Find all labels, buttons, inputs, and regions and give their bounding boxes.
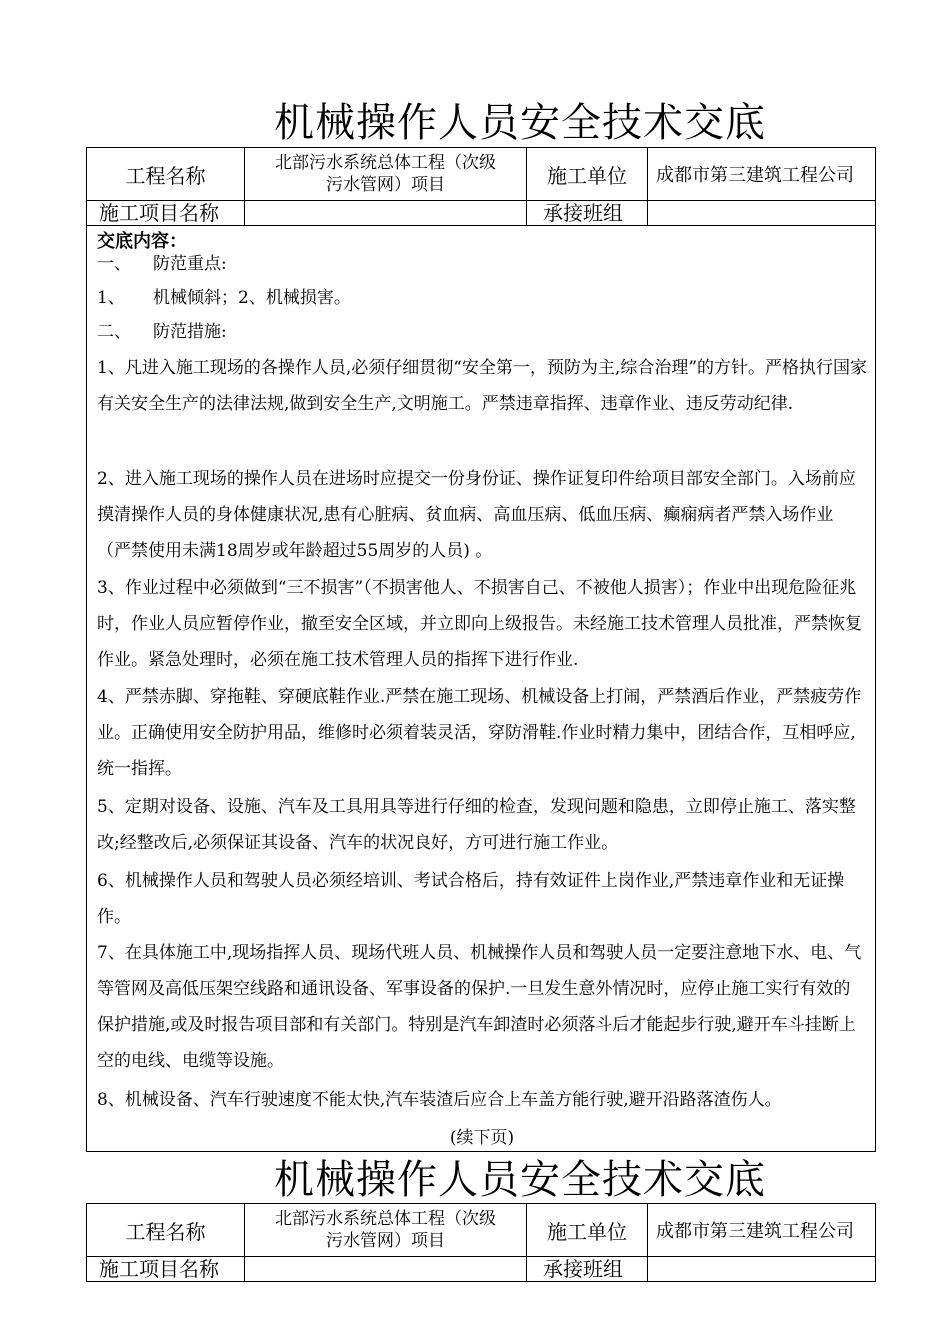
measure-item-4: 4、严禁赤脚、穿拖鞋、穿硬底鞋作业.严禁在施工现场、机械设备上打闹，严禁酒后作业，严禁疲劳作业。正确使用安全防护用品，维修时必须着装灵活，穿防滑鞋.作业时精力集中，团结合作，互相呼应,统一指挥。 [97, 687, 862, 779]
continued-note: (续下页) [449, 1128, 515, 1148]
section2-title: 防范措施: [153, 322, 227, 342]
unit-label: 施工单位 [527, 148, 648, 201]
item-value [245, 201, 527, 226]
section2-number: 二、 [97, 322, 131, 342]
unit-label: 施工单位 [527, 1204, 648, 1257]
project-name-value [245, 1204, 527, 1257]
section1-title: 防范重点: [153, 254, 227, 274]
team-value [648, 201, 876, 226]
team-value [648, 1257, 876, 1282]
content-box [86, 225, 876, 1152]
measure-item-3: 3、作业过程中必须做到“三不损害”（不损害他人、不损害自己、不被他人损害）；作业中出现危险征兆时，作业人员应暂停作业，撤至安全区域，并立即向上级报告。未经施工技术管理人员批准，严禁恢复作业。紧急处理时，必须在施工技术管理人员的指挥下进行作业. [97, 578, 862, 670]
measure-item-5: 5、定期对设备、设施、汽车及工具用具等进行仔细的检查，发现问题和隐患，立即停止施工、落实整改;经整改后,必须保证其设备、汽车的状况良好，方可进行施工作业。 [97, 797, 856, 853]
point1-text: 机械倾斜；2、机械损害。 [153, 288, 351, 308]
measure-item-8: 8、机械设备、汽车行驶速度不能太快,汽车装渣后应合上车盖方能行驶,避开沿路落渣伤人。 [97, 1090, 782, 1110]
measure-item-6: 6、机械操作人员和驾驶人员必须经培训、考试合格后，持有效证件上岗作业,严禁违章作业和无证操作。 [97, 871, 845, 927]
project-name-line2: 污水管网）项目 [326, 1231, 445, 1251]
content-heading: 交底内容： [97, 231, 187, 252]
team-label: 承接班组 [527, 201, 648, 226]
point1-number: 1、 [97, 288, 125, 308]
measure-item-2: 2、进入施工现场的操作人员在进场时应提交一份身份证、操作证复印件给项目部安全部门。入场前应摸清操作人员的身体健康状况,患有心脏病、贫血病、高血压病、低血压病、癫痫病者严禁入场作业 （严禁使用未满18周岁或年龄超过55周岁的人员) 。 [97, 469, 856, 561]
project-name-line1: 北部污水系统总体工程（次级 [275, 153, 496, 173]
team-label: 承接班组 [527, 1257, 648, 1282]
unit-value: 成都市第三建筑工程公司 [648, 148, 876, 201]
project-name-label: 工程名称 [87, 148, 245, 201]
item-label: 施工项目名称 [87, 201, 245, 226]
header-table [86, 147, 876, 226]
measure-item-7: 7、在具体施工中,现场指挥人员、现场代班人员、机械操作人员和驾驶人员一定要注意地下水、电、气等管网及高低压架空线路和通讯设备、军事设备的保护.一旦发生意外情况时，应停止施工实行有效的保护措施,或及时报告项目部和有关部门。特别是汽车卸渣时必须落斗后才能起步行驶,避开车斗挂断上空的电线、电缆等设施。 [97, 943, 862, 1071]
project-name-label: 工程名称 [87, 1204, 245, 1257]
unit-value: 成都市第三建筑工程公司 [648, 1204, 876, 1257]
header-table-page2 [86, 1203, 876, 1282]
document-title-page2: 机械操作人员安全技术交底 [274, 1157, 766, 1203]
item-label: 施工项目名称 [87, 1257, 245, 1282]
project-name-line1: 北部污水系统总体工程（次级 [275, 1209, 496, 1229]
project-name-value [245, 148, 527, 201]
project-name-line2: 污水管网）项目 [326, 175, 445, 195]
measure-item-1: 1、凡进入施工现场的各操作人员,必须仔细贯彻“安全第一，预防为主,综合治理”的方针。严格执行国家有关安全生产的法律法规,做到安全生产,文明施工。严禁违章指挥、违章作业、违反劳动纪律. [97, 358, 868, 414]
section1-number: 一、 [97, 254, 131, 274]
item-value [245, 1257, 527, 1282]
document-title: 机械操作人员安全技术交底 [274, 100, 766, 146]
